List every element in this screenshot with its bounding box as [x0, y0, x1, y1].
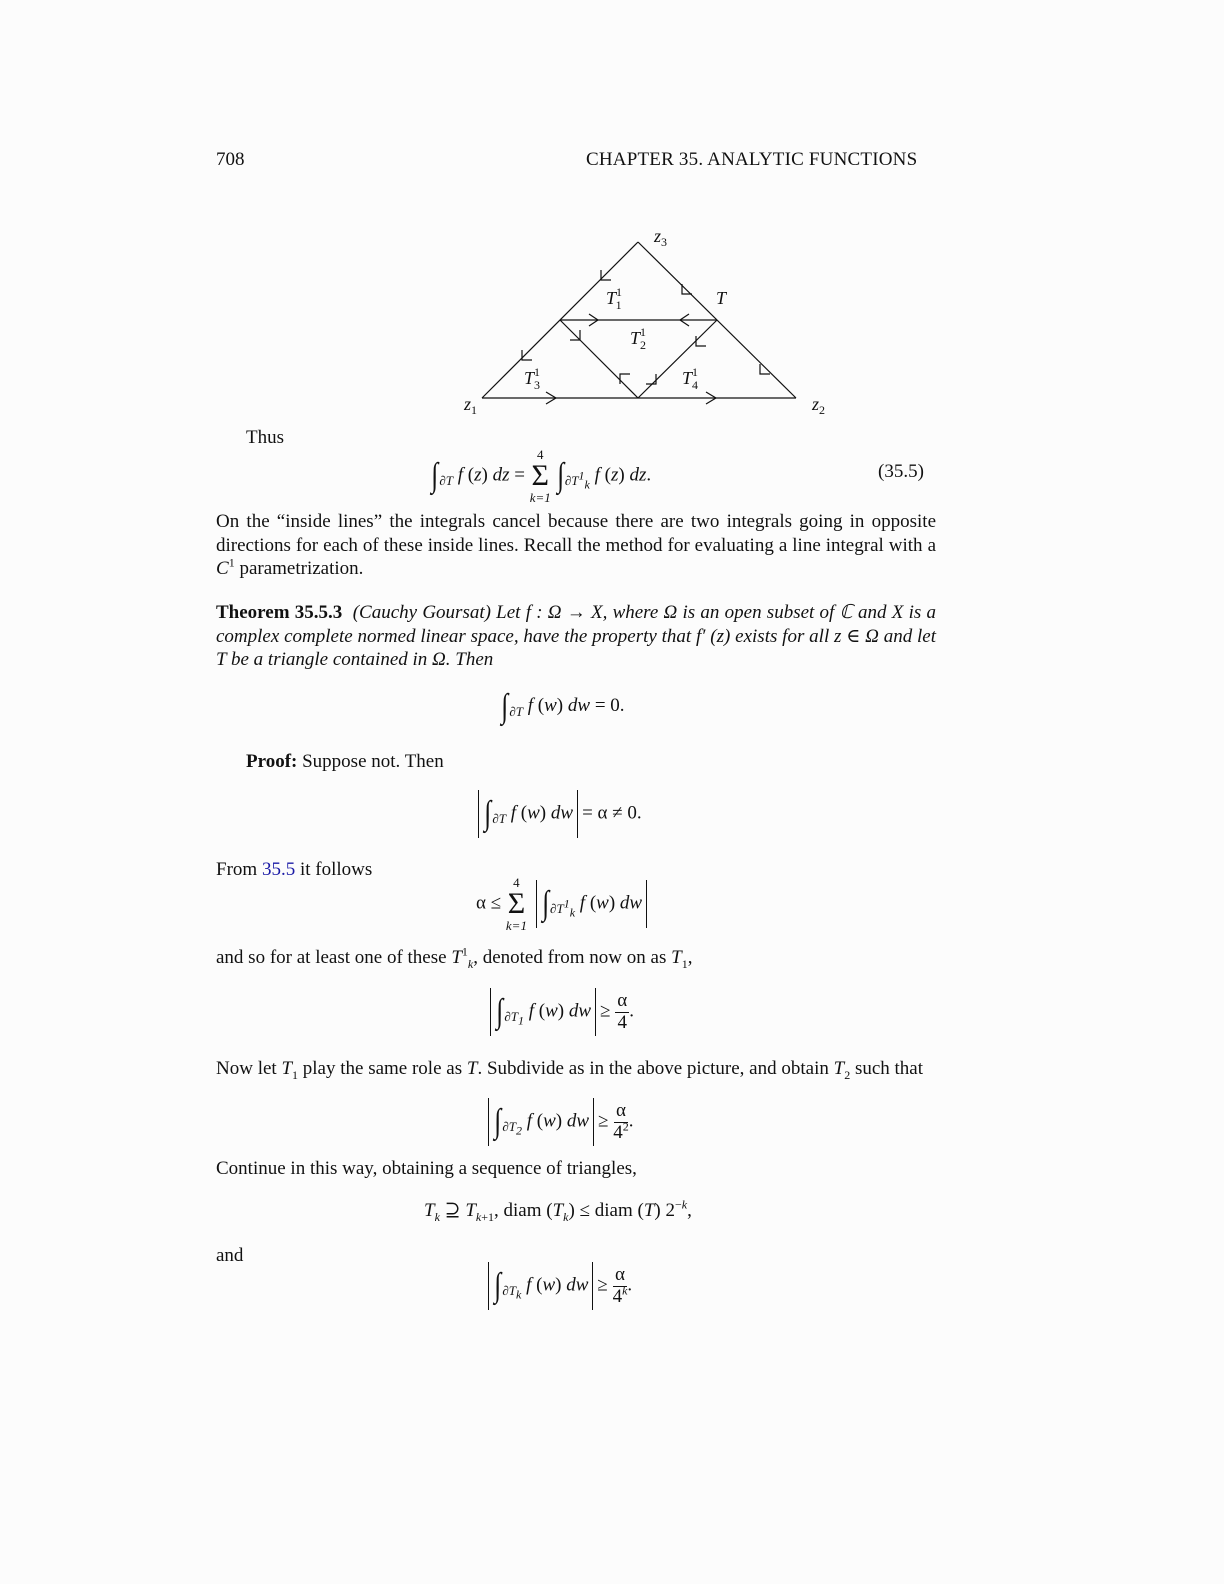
- now-let-paragraph: Now let $T_1$ play the same role as T. Subdivide as in the above picture, and obtain $T_2$ such that: [216, 1058, 924, 1082]
- arrow-left-upper: [601, 270, 611, 280]
- label-T3-1: $T^1$ 3: [524, 365, 541, 392]
- equation-goursat: $\int_{\partial T}$ f (w) dw = 0.: [501, 688, 625, 725]
- label-T4-1: $T^1$ 4: [682, 365, 699, 392]
- theorem-35-5-3: Theorem 35.5.3 (Cauchy Goursat) Let f : Ω → X, where Ω is an open subset of ℂ and X is a complex complete normed linear space, have the property that f′ (z) exists for all z ∈ Ω and let T be a triangle contained in Ω. Then: [216, 602, 937, 670]
- proof-line: Proof: Suppose not. Then: [246, 751, 444, 772]
- page-number: 708: [216, 149, 245, 170]
- label-z1: $z_1$: [464, 394, 478, 417]
- equation-reference-link[interactable]: 35.5: [261, 859, 296, 880]
- label-z2: $z_2$: [812, 394, 826, 417]
- equation-35-5: $\int_{\partial T}$ f (z) dz = 4 Σ k=1 $\int_{\partial T^1_k}$ f (z) dz.: [431, 447, 652, 505]
- label-T: T: [716, 288, 727, 308]
- theorem-label: Theorem 35.5.3: [216, 602, 343, 623]
- continue-line: Continue in this way, obtaining a sequence of triangles,: [216, 1158, 637, 1179]
- running-head: CHAPTER 35. ANALYTIC FUNCTIONS: [586, 149, 918, 170]
- arrow-inner-right-down: [696, 336, 706, 346]
- equation-Tk-bound: $\int_{\partial T_k}$ f (w) dw ≥ $\frac{\alpha}{4^k}$ .: [484, 1262, 632, 1310]
- and-line: and: [216, 1245, 244, 1266]
- paragraph-inside-lines: On the “inside lines” the integrals cancel because there are two integrals going in opposite directions for each of these inside lines. Recall the method for evaluating a line integral with a $C^1$ parametrization.: [216, 511, 936, 579]
- equation-T2-bound: $\int_{\partial T_2}$ f (w) dw ≥ $\frac{\alpha}{4^2}$ .: [484, 1098, 634, 1146]
- label-T2-1: $T^1$ 2: [630, 325, 647, 352]
- equation-nested-triangles: $T_k$ ⊇ $T_{k+1}$, diam $(T_k)$ ≤ diam (T) $2^{-k}$,: [424, 1197, 692, 1224]
- from-line: From 35.5 it follows: [216, 859, 373, 880]
- equation-number-35-5: (35.5): [878, 461, 924, 482]
- label-T1-1: $T^1$ 1: [606, 285, 622, 312]
- midline-right: [638, 320, 717, 398]
- and-so-line: and so for at least one of these $T^1_k$, denoted from now on as $T_1$,: [216, 944, 693, 971]
- midline-left: [560, 320, 638, 398]
- arrow-right-lower: [760, 364, 770, 374]
- arrow-right-upper: [682, 284, 692, 294]
- arrow-inner-left-up: [620, 374, 630, 384]
- equation-alpha: $\int_{\partial T}$ f (w) dw = α ≠ 0.: [474, 790, 642, 838]
- thus-text: Thus: [246, 427, 284, 448]
- arrow-left-lower: [522, 350, 532, 360]
- equation-T1-bound: $\int_{\partial T_1}$ f (w) dw ≥ $\frac{\alpha}{4}$ .: [486, 988, 634, 1036]
- equation-alpha-sum: α ≤ 4 Σ k=1 $\int_{\partial T^1_k}$ f (w) dw: [476, 876, 651, 932]
- proof-label: Proof:: [246, 751, 298, 772]
- triangle-subdivision-figure: [464, 222, 840, 422]
- label-z3: $z_3$: [654, 226, 668, 249]
